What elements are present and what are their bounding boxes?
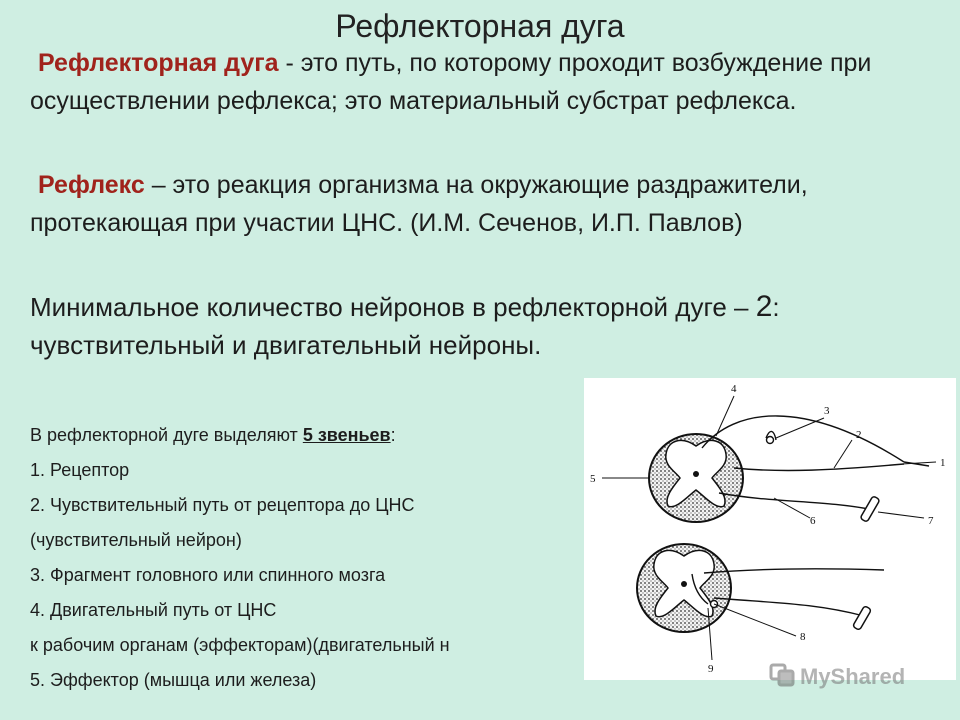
spinal-cord-section-lower [637, 544, 731, 632]
list-item: 5. Эффектор (мышца или железа) [30, 670, 317, 690]
label-7: 7 [928, 515, 934, 527]
label-3: 3 [824, 405, 830, 417]
statement-text-end: : чувствительный и двигательный нейроны. [30, 292, 780, 360]
label-9: 9 [708, 663, 714, 675]
term-reflex: Рефлекс [38, 171, 145, 199]
spinal-cord-section-upper [649, 434, 743, 522]
list-item: (чувствительный нейрон) [30, 530, 242, 550]
term-reflex-arc: Рефлекторная дуга [38, 49, 279, 77]
label-5: 5 [590, 473, 596, 485]
label-8: 8 [800, 631, 806, 643]
reflex-arc-diagram [584, 378, 956, 680]
arc-links-list [30, 418, 450, 698]
list-item: 2. Чувствительный путь от рецептора до ЦНС [30, 495, 415, 515]
statement-text: Минимальное количество нейронов в рефлекторной дуге – [30, 292, 756, 322]
list-item: 3. Фрагмент головного или спинного мозга [30, 565, 386, 585]
label-6: 6 [810, 515, 816, 527]
list-item: к рабочим органам (эффекторам)(двигательный н [30, 635, 450, 655]
watermark-text: MyShared [800, 664, 906, 689]
watermark-logo [768, 655, 928, 695]
reflex-arc-drawing [584, 378, 956, 680]
page-title: Рефлекторная дуга [335, 8, 625, 44]
label-1: 1 [940, 457, 946, 469]
definition-text: – это реакция организма на окружающие раздражители, протекающая при участии ЦНС. (И.М. Сеченов, И.П. Павлов) [30, 171, 808, 237]
neuron-count: 2 [755, 290, 773, 323]
five-links-emphasis: 5 звеньев [302, 425, 391, 445]
list-intro: В рефлекторной дуге выделяют 5 звеньев: [30, 425, 396, 445]
list-item: 1. Рецептор [30, 460, 130, 480]
definition-reflex-arc [30, 44, 910, 120]
label-2: 2 [856, 429, 862, 441]
label-4: 4 [731, 383, 737, 395]
definition-text: - это путь, по которому проходит возбуждение при осуществлении рефлекса; это материальный субстрат рефлекса. [30, 49, 872, 115]
watermark-icon [768, 655, 928, 695]
definition-reflex [30, 166, 910, 242]
list-item: 4. Двигательный путь от ЦНС [30, 600, 277, 620]
minimum-neurons-statement [30, 288, 910, 364]
diagram-labels [590, 383, 946, 675]
